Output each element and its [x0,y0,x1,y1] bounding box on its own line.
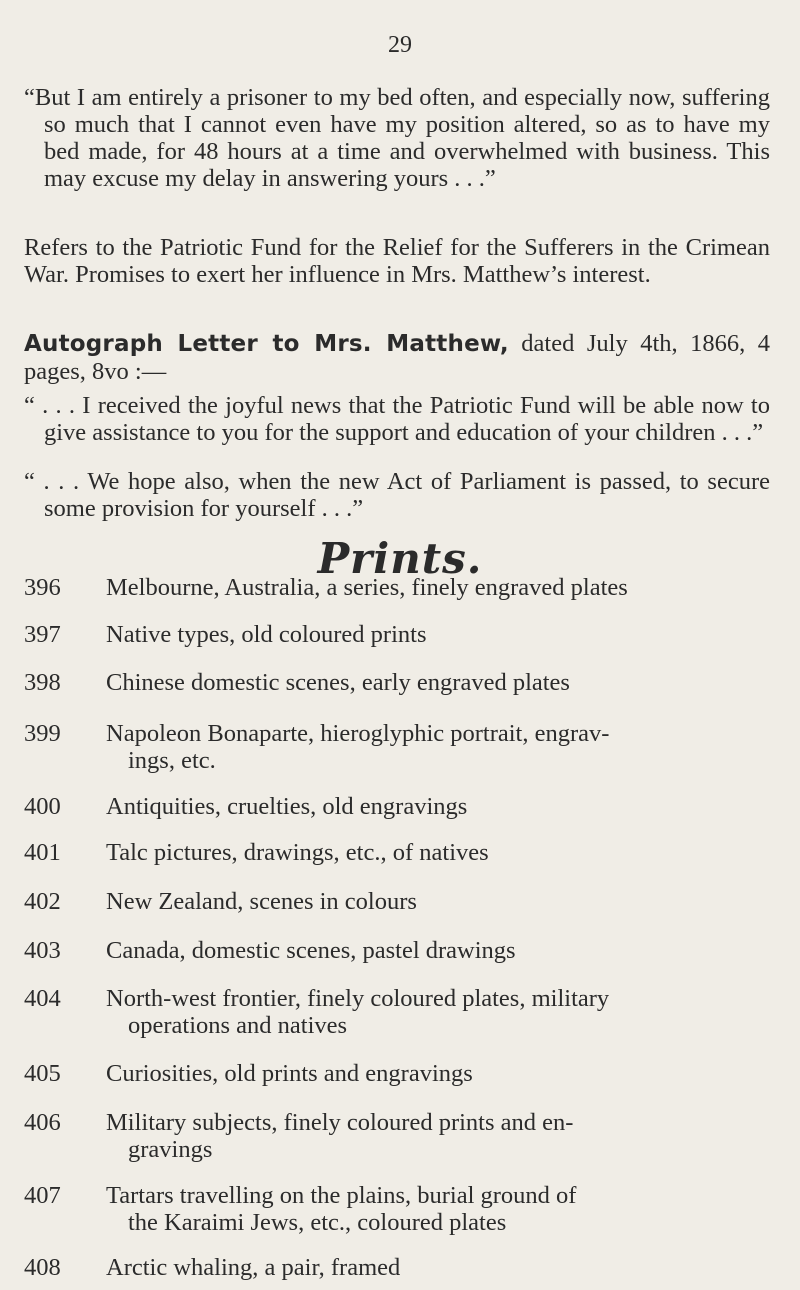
item-text-continued: operations and natives [128,1012,348,1040]
section-title: Prints. [317,534,483,583]
item-description [106,1109,774,1163]
letter-quote [0,84,800,192]
item-text: New Zealand, scenes in colours [106,888,417,916]
item-description [106,1254,774,1281]
item-description [106,1060,774,1087]
list-item [24,621,774,648]
item-number: 399 [24,719,61,747]
item-number: 401 [24,839,61,867]
item-number: 400 [24,792,61,820]
item-number: 403 [24,936,61,964]
item-text: Curiosities, old prints and engravings [106,1060,473,1088]
list-item [24,1254,774,1281]
item-text-continued: the Karaimi Jews, etc., coloured plates [128,1208,507,1236]
item-description [106,839,774,866]
letter-quote-1 [0,392,800,446]
item-text: Talc pictures, drawings, etc., of natives [106,839,489,867]
list-item [24,888,774,915]
item-description [106,574,774,601]
item-description [106,669,774,696]
item-text: Arctic whaling, a pair, framed [106,1254,401,1282]
item-text: North-west frontier, finely coloured plates, military [106,985,610,1013]
summary-text: Refers to the Patriotic Fund for the Relief for the Sufferers in the Crimean War. Promises to exert her influence in Mrs. Matthew’s interest. [24,234,770,288]
item-number: 406 [24,1108,61,1136]
letter-quote-2 [0,468,800,522]
list-item [24,985,774,1039]
autograph-details: dated July 4th, 1866, 4 pages, 8vo :— [24,330,770,385]
item-description [106,621,774,648]
autograph-line [0,330,800,385]
item-number: 405 [24,1060,61,1088]
list-item [24,1060,774,1087]
item-text: Melbourne, Australia, a series, finely engraved plates [106,573,628,601]
item-text: Antiquities, cruelties, old engravings [106,792,468,820]
item-description [106,985,774,1039]
item-text: Canada, domestic scenes, pastel drawings [106,936,516,964]
item-text: Chinese domestic scenes, early engraved plates [106,669,570,697]
item-description [106,888,774,915]
autograph-heading: Autograph Letter to Mrs. Matthew, [24,331,509,357]
item-text: Napoleon Bonaparte, hieroglyphic portrait, engrav- [106,719,610,747]
item-text-continued: ings, etc. [128,746,216,774]
list-item [24,1182,774,1236]
list-item [24,839,774,866]
autograph-entry [0,330,800,385]
item-number: 407 [24,1181,61,1209]
item-number: 398 [24,669,61,697]
item-text: Native types, old coloured prints [106,620,427,648]
item-text: Military subjects, finely coloured prints and en- [106,1108,574,1136]
list-item [24,793,774,820]
quote-1-text: “ . . . I received the joyful news that the Patriotic Fund will be able now to give assistance to you for the support and education of your children . . .” [24,392,770,446]
item-number: 408 [24,1254,61,1282]
list-item [24,574,774,601]
quote-2-text: “ . . . We hope also, when the new Act of Parliament is passed, to secure some provision for yourself . . .” [24,468,770,522]
item-description [106,937,774,964]
page-number: 29 [388,32,412,58]
item-number: 397 [24,620,61,648]
letter-summary [0,234,800,288]
list-item [24,1109,774,1163]
item-number: 402 [24,888,61,916]
list-item [24,669,774,696]
quote-text: “But I am entirely a prisoner to my bed often, and especially now, suffering so much that I cannot even have my position altered, so as to have my bed made, for 48 hours at a time and overwhelmed with business. This may excuse my delay in answering yours . . .” [24,84,770,192]
list-item [24,937,774,964]
item-number: 396 [24,573,61,601]
item-description [106,1182,774,1236]
item-text: Tartars travelling on the plains, burial ground of [106,1181,577,1209]
list-item [24,720,774,774]
item-description [106,793,774,820]
item-description [106,720,774,774]
item-text-continued: gravings [128,1135,213,1163]
item-number: 404 [24,985,61,1013]
